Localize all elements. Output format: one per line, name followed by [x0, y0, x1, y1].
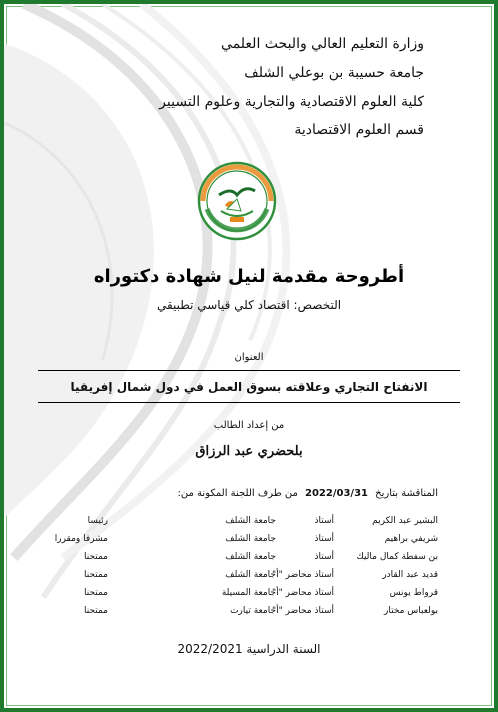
jury-row	[4, 516, 494, 532]
university-logo	[197, 161, 277, 241]
jury-role: ممتحنا	[83, 606, 108, 616]
defense-prefix: المناقشة بتاريخ	[375, 488, 438, 499]
ministry-name: وزارة التعليم العالي والبحث العلمي	[221, 36, 424, 52]
jury-row	[4, 534, 494, 550]
jury-name: بولعباس مختار	[384, 606, 438, 616]
specialization: التخصص: اقتصاد كلي قياسي تطبيقي	[156, 298, 342, 312]
defense-suffix: من طرف اللجنة المكونة من:	[177, 488, 298, 499]
jury-row	[4, 570, 494, 586]
jury-institution: جامعة الشلف	[225, 552, 276, 562]
topic-rule-bottom	[38, 402, 460, 403]
prepared-by-label: من إعداد الطالب	[213, 420, 285, 431]
jury-role: مشرفا ومقررا	[54, 534, 108, 544]
jury-name: بن سفطة كمال ماليك	[356, 552, 438, 562]
jury-role: ممتحنا	[83, 570, 108, 580]
jury-role: ممتحنا	[83, 552, 108, 562]
faculty-name: كلية العلوم الاقتصادية والتجارية وعلوم التسيير	[159, 94, 424, 110]
jury-institution: جامعة المسيلة	[221, 588, 276, 598]
jury-grade: أستاذ محاضر "أ"	[272, 570, 334, 580]
jury-name: شريفي براهيم	[384, 534, 438, 544]
jury-institution: جامعة الشلف	[225, 534, 276, 544]
jury-role: ممتحنا	[83, 588, 108, 598]
defense-line	[178, 488, 438, 499]
jury-institution: جامعة الشلف	[225, 570, 276, 580]
jury-row	[4, 606, 494, 622]
jury-name: البشير عبد الكريم	[372, 516, 438, 526]
jury-row	[4, 588, 494, 604]
topic-label: العنوان	[234, 352, 264, 363]
academic-year: السنة الدراسية 2022/2021	[177, 642, 321, 656]
jury-grade: أستاذ محاضر "أ"	[272, 606, 334, 616]
jury-row	[4, 552, 494, 568]
defense-date: 2022/03/31	[305, 488, 368, 499]
thesis-topic: الانفتاح التجاري وعلاقته بسوق العمل في دول شمال إفريقيا	[70, 380, 428, 394]
thesis-degree-title: أطروحة مقدمة لنيل شهادة دكتوراه	[93, 266, 405, 287]
jury-name: قديد عبد القادر	[382, 570, 438, 580]
jury-grade: أستاذ	[314, 534, 334, 544]
jury-grade: أستاذ	[314, 516, 334, 526]
topic-rule-top	[38, 370, 460, 371]
jury-grade: أستاذ محاضر "أ"	[272, 588, 334, 598]
jury-grade: أستاذ	[314, 552, 334, 562]
university-name: جامعة حسيبة بن بوعلي الشلف	[244, 65, 424, 81]
jury-institution: جامعة الشلف	[225, 516, 276, 526]
jury-role: رئيسا	[87, 516, 108, 526]
student-name: بلحضري عبد الرزاق	[195, 444, 303, 459]
jury-table	[4, 516, 494, 626]
jury-name: قرواط يونس	[389, 588, 438, 598]
department-name: قسم العلوم الاقتصادية	[294, 122, 424, 138]
jury-institution: جامعة تيارت	[230, 606, 276, 616]
